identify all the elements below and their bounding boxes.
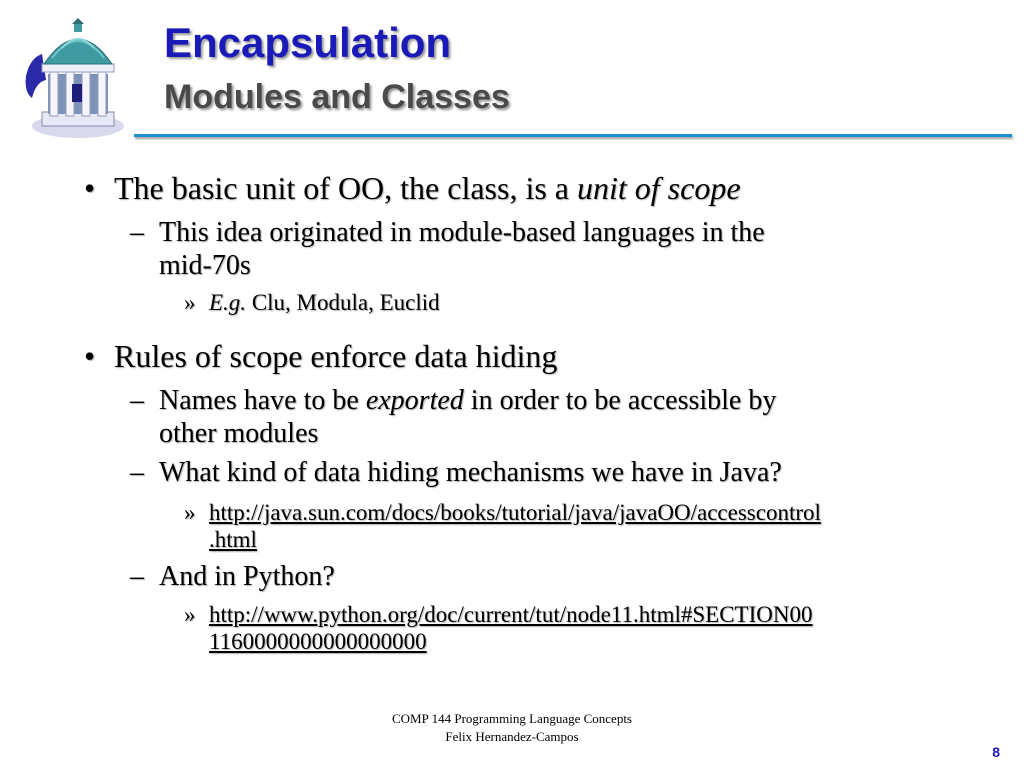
subbullet-text-cont: mid-70s — [159, 250, 251, 281]
subbullet-emphasis: exported — [365, 385, 464, 416]
subbullet-text: What kind of data hiding mechanisms we have in Java? — [159, 457, 782, 488]
java-link-item — [184, 499, 984, 553]
bullet-marker: • — [84, 170, 96, 206]
python-link-item — [184, 601, 984, 655]
java-access-control-link[interactable]: http://java.sun.com/docs/books/tutorial/java/javaOO/accesscontrol — [209, 500, 821, 525]
footer-author: Felix Hernandez-Campos — [445, 729, 579, 744]
python-tutorial-link-cont[interactable]: 1160000000000000000 — [209, 629, 427, 654]
chevron-marker: » — [184, 500, 196, 525]
bullet-text: The basic unit of OO, the class, is a — [114, 170, 577, 206]
subbullet-text: Names have to be — [159, 385, 366, 416]
bullet-emphasis: unit of scope — [577, 170, 741, 206]
bullet-marker: • — [84, 338, 96, 374]
bullet-text: Rules of scope enforce data hiding — [114, 338, 558, 374]
old-well-icon — [22, 18, 134, 142]
subbullet-exported-names — [130, 384, 930, 450]
subbullet-python — [130, 560, 930, 593]
subbullet-module-origin — [130, 216, 930, 282]
bullet-unit-of-scope — [84, 170, 944, 206]
example-text: Clu, Modula, Euclid — [246, 290, 440, 315]
bullet-scope-rules — [84, 338, 944, 374]
java-access-control-link-cont[interactable]: .html — [209, 527, 257, 552]
page-number: 8 — [992, 744, 1000, 760]
python-tutorial-link[interactable]: http://www.python.org/doc/current/tut/node11.html#SECTION00 — [209, 602, 813, 627]
slide-footer — [340, 710, 684, 746]
chevron-marker: » — [184, 602, 196, 627]
dash-marker: – — [130, 385, 144, 416]
slide-subtitle: Modules and Classes — [164, 78, 510, 116]
dash-marker: – — [130, 561, 144, 592]
subbullet-text-cont: other modules — [159, 418, 319, 449]
subbullet-java-hiding — [130, 456, 930, 489]
dash-marker: – — [130, 217, 144, 248]
subbullet-text: And in Python? — [159, 561, 335, 592]
subbullet-text-tail: in order to be accessible by — [463, 385, 777, 416]
dash-marker: – — [130, 457, 144, 488]
example-languages — [184, 289, 944, 316]
example-emphasis: E.g. — [209, 290, 247, 315]
title-divider — [134, 134, 1012, 137]
slide-title: Encapsulation — [164, 19, 452, 66]
subbullet-text: This idea originated in module-based languages in the — [159, 217, 765, 248]
chevron-marker: » — [184, 290, 196, 315]
footer-course: COMP 144 Programming Language Concepts — [392, 711, 632, 726]
